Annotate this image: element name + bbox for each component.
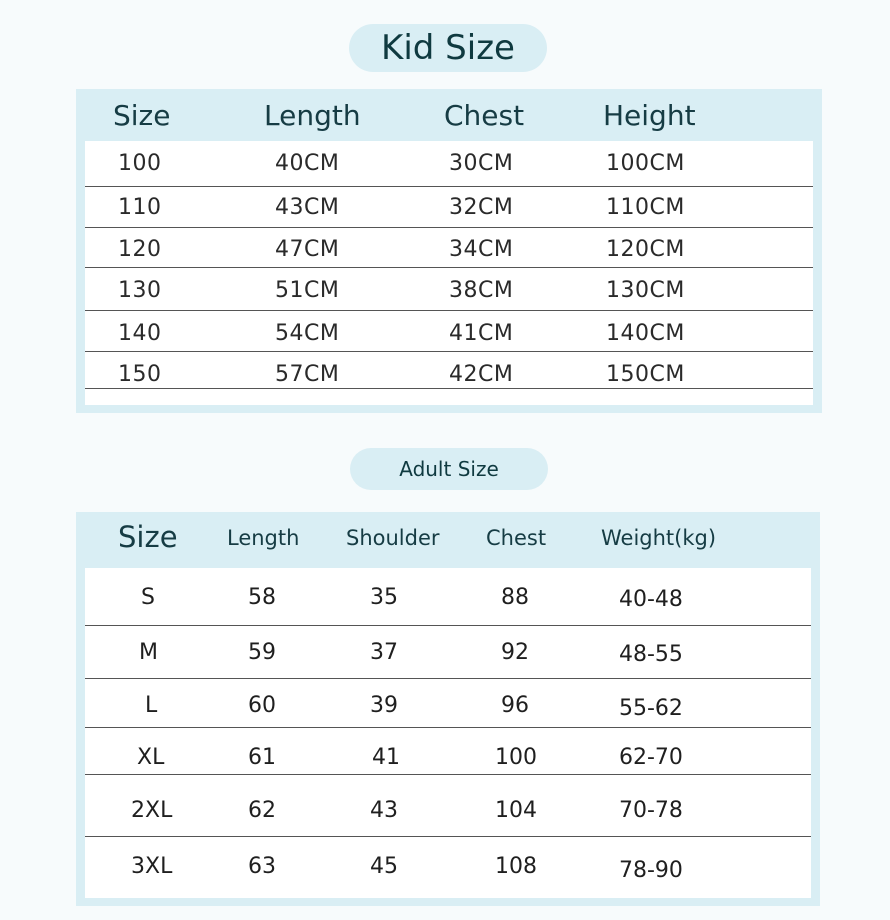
kid-header-size: Size [113, 99, 171, 132]
kid-cell-size: 110 [118, 195, 162, 220]
kid-table-header [76, 89, 822, 141]
table-row [85, 729, 811, 775]
kid-cell-chest: 34CM [449, 237, 514, 262]
kid-cell-height: 110CM [606, 195, 685, 220]
adult-cell-chest: 96 [501, 693, 529, 718]
adult-cell-chest: 92 [501, 640, 529, 665]
kid-header-height: Height [603, 99, 696, 132]
kid-cell-length: 40CM [275, 151, 340, 176]
adult-header-size: Size [118, 520, 178, 554]
adult-header-length: Length [227, 526, 300, 550]
adult-size-table [76, 512, 820, 906]
table-row [85, 312, 813, 352]
kid-cell-height: 140CM [606, 321, 685, 346]
kid-cell-chest: 42CM [449, 362, 514, 387]
adult-cell-shoulder: 43 [370, 798, 398, 823]
adult-table-header [76, 512, 820, 568]
adult-cell-weight: 70-78 [619, 798, 683, 823]
adult-cell-chest: 108 [495, 854, 537, 879]
kid-cell-height: 150CM [606, 362, 685, 387]
adult-cell-length: 62 [248, 798, 276, 823]
adult-cell-length: 60 [248, 693, 276, 718]
table-row [85, 268, 813, 311]
table-row [85, 627, 811, 679]
kid-cell-size: 150 [118, 362, 162, 387]
table-row [85, 229, 813, 268]
adult-cell-chest: 100 [495, 745, 537, 770]
kid-cell-size: 120 [118, 237, 162, 262]
kid-cell-size: 100 [118, 151, 162, 176]
adult-cell-shoulder: 35 [370, 585, 398, 610]
adult-cell-shoulder: 39 [370, 693, 398, 718]
kid-cell-length: 43CM [275, 195, 340, 220]
adult-cell-length: 63 [248, 854, 276, 879]
kid-cell-length: 47CM [275, 237, 340, 262]
adult-cell-weight: 78-90 [619, 858, 683, 883]
adult-cell-size: 2XL [131, 798, 173, 823]
kid-cell-height: 120CM [606, 237, 685, 262]
kid-table-body [85, 141, 813, 405]
kid-cell-length: 54CM [275, 321, 340, 346]
adult-cell-size: 3XL [131, 854, 173, 879]
kid-size-title: Kid Size [349, 24, 547, 72]
adult-table-body [85, 568, 811, 898]
adult-cell-weight: 40-48 [619, 587, 683, 612]
adult-cell-weight: 48-55 [619, 642, 683, 667]
kid-cell-height: 100CM [606, 151, 685, 176]
adult-cell-chest: 88 [501, 585, 529, 610]
adult-cell-size: XL [137, 745, 165, 770]
adult-header-weight: Weight(kg) [601, 526, 717, 550]
kid-cell-size: 140 [118, 321, 162, 346]
adult-cell-weight: 62-70 [619, 745, 683, 770]
table-row [85, 838, 811, 894]
adult-cell-length: 58 [248, 585, 276, 610]
kid-cell-chest: 30CM [449, 151, 514, 176]
kid-cell-length: 51CM [275, 278, 340, 303]
adult-cell-size: M [139, 640, 158, 665]
kid-size-table [76, 89, 822, 413]
adult-cell-length: 59 [248, 640, 276, 665]
kid-cell-height: 130CM [606, 278, 685, 303]
adult-cell-length: 61 [248, 745, 276, 770]
table-row [85, 187, 813, 228]
adult-cell-size: L [145, 693, 158, 718]
kid-cell-chest: 38CM [449, 278, 514, 303]
adult-cell-shoulder: 45 [370, 854, 398, 879]
kid-cell-chest: 41CM [449, 321, 514, 346]
adult-size-title: Adult Size [350, 448, 548, 490]
adult-cell-shoulder: 37 [370, 640, 398, 665]
adult-cell-weight: 55-62 [619, 696, 683, 721]
table-row [85, 680, 811, 728]
adult-header-shoulder: Shoulder [346, 526, 440, 550]
table-row [85, 141, 813, 187]
kid-header-chest: Chest [444, 99, 525, 132]
table-row [85, 353, 813, 389]
adult-header-chest: Chest [486, 526, 547, 550]
table-row [85, 568, 811, 626]
kid-cell-size: 130 [118, 278, 162, 303]
kid-header-length: Length [264, 99, 361, 132]
adult-cell-chest: 104 [495, 798, 537, 823]
adult-cell-size: S [141, 585, 155, 610]
table-row [85, 776, 811, 837]
kid-cell-length: 57CM [275, 362, 340, 387]
kid-cell-chest: 32CM [449, 195, 514, 220]
adult-cell-shoulder: 41 [372, 745, 400, 770]
